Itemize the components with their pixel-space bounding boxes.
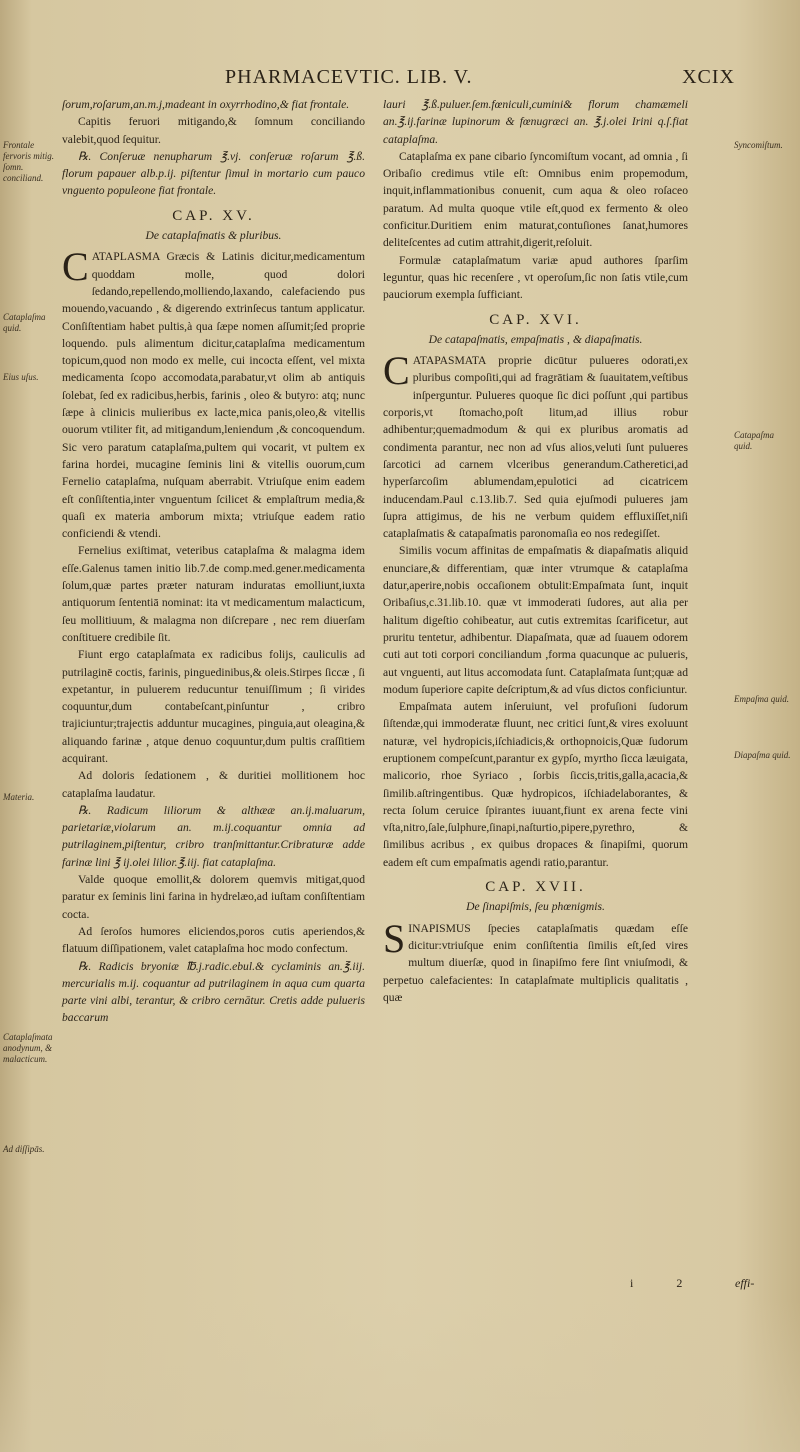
paragraph: Valde quoque emollit,& dolorem quemvis mitigat,quod paratur ex ſeminis lini farina in hydrelæo,ad iuſtam conſiſtentiam cocta. xyxy=(62,873,365,921)
signature-mark: i 2 xyxy=(630,1276,703,1290)
chapter-heading: CAP. XVI. xyxy=(489,311,582,328)
paragraph: Ad doloris ſedationem , & duritiei mollitionem hoc cataplaſma laudatur. xyxy=(62,769,365,800)
margin-note-materia: Materia. xyxy=(3,792,35,802)
page-header xyxy=(60,66,790,96)
recipe: ℞. Radicis bryoniæ ℔.j.radic.ebul.& cyclaminis an.℥.iij. mercurialis m.ij. coquantur ad putrilaginem in aqua cum quarta parte vini albi, terantur, & cribro cernātur. Cretis adde pulueris baccarum xyxy=(62,959,365,1025)
recipe: lauri ℥.ß.puluer.ſem.fœniculi,cumini& florum chamæmeli an.℥.ij.farinæ lupinorum & fœnugræci an. ℥.j.olei Irini q.ſ.fiat cataplaſma. xyxy=(383,98,688,146)
margin-note-empasma-quid: Empaſma quid. xyxy=(734,694,789,704)
paragraph: Empaſmata autem inſeruiunt, vel profuſioni ſudorum ſiſtendæ,qui immoderatæ fluunt, nec critici ſunt,& vires exoluunt naturæ, vel hydropicis,iſchiadicis,& orthopnoicis,Quæ ſudorum eruptionem compeſcunt,parantur ex gypſo, myrtho ſicca læuigata, malicorio, rhoe Syriaco , ſorbis ſiccis,tritis,galla,acacia,& ſimilib.aſtringentibus. Quæ hydropicos, iſchiadelaborantes, & recta ſolum ceruice ſpirantes iuuant,fiunt ex arena fecte vini vſta,nitro,ſale,ſulphure,ſinapi,naſturtio,pipere,pyrethro, & ſimilibus acribus , ex quibus dropaces & ſinapiſmi, quorum eadem eſt cum empaſmatis agendi ratio,parantur. xyxy=(383,700,688,869)
paragraph xyxy=(383,348,688,542)
catchword: effi- xyxy=(735,1276,755,1290)
margin-note-catapasma-quid: Catapaſma quid. xyxy=(734,430,775,451)
left-column xyxy=(62,96,365,1027)
drop-cap: S xyxy=(383,915,406,961)
margin-note-cataplasma-quid: Cataplaſma quid. xyxy=(3,312,46,333)
paragraph-text: INAPISMUS ſpecies cataplaſmatis quædam eſſe dicitur:vtriuſque enim conſiſtentia ſimilis eſt,ſed vires multum diuerſæ, quod in ſinapiſmo fere ſint vniuſmodi, & perpetuo calefacientes: In cataplaſmate multiplicis qualitatis , quæ xyxy=(383,921,688,1004)
paragraph: Similis vocum affinitas de empaſmatis & diapaſmatis aliquid enunciare,& differentiam, quæ inter vtrumque & cataplaſma datur,aperire,nobis occaſionem obtulit:Empaſmata ſunt, inquit Oribaſius,c.31.lib.10. quæ vt immoderati ſudores, aut alia per halitum digeſtio cohibeatur, aut cutis extremitas ſcarificetur, aut pruritu tentetur, adhibentur. Diapaſmata, quæ ad ſuauem odorem cuti aut toti corpori conciliandum ,forma quacunque ac pulueris, aut vnguenti, aut litus accomodata ſunt. Cataplaſmata ſunt;quæ ad modum ſuperiore capite deſcriptum,& ad vſus dictos conficiuntur. xyxy=(383,544,688,696)
drop-cap: C xyxy=(62,244,89,290)
margin-note-cataplasmata-emollientia: Cataplaſmata anodynum, & malacticum. xyxy=(3,1032,53,1064)
chapter-heading: CAP. XVII. xyxy=(485,879,586,896)
chapter-subtitle: De ſinapiſmis, ſeu phœnigmis. xyxy=(466,900,605,914)
paragraph: Fiunt ergo cataplaſmata ex radicibus folijs, cauliculis ad putrilaginē coctis, farinis, pinguedinibus,& oleis.Stirpes ſiccæ , ſi expetantur, in puluerem reducuntur tenuiſſimum ; ſi virides coquuntur,dum contabeſcant,pinſuntur , cribro trajiciuntur;trajectis adduntur mucagines, pinguia,aut oleagina,& aliquando farinæ , atque denuo coquuntur,dum pultis craſſitiem acquirant. xyxy=(62,648,365,765)
page-number: XCIX xyxy=(682,66,735,88)
chapter-subtitle: De cataplaſmatis & pluribus. xyxy=(145,229,282,243)
running-title: PHARMACEVTIC. LIB. V. xyxy=(225,66,473,88)
chapter-heading: CAP. XV. xyxy=(172,207,255,224)
paragraph: Capitis feruori mitigando,& ſomnum conciliando valebit,quod ſequitur. xyxy=(62,115,365,146)
paragraph-text: ATAPLASMA Græcis & Latinis dicitur,medicamentum quoddam molle, quod dolori ſedando,repellendo,molliendo,laxando, calefaciendo pus mouendo,vacuando , & digerendo extrinſecus tantum applicatur. Conſiſtentiam habet pultis,à qua ſæpe nomen aſſumit;ſed proprie loquendo. puls alimentum dicitur,cataplaſma medicamentum topicum,quod non modo ex melle, cui incocta eſſent, vel mixta medicamenta ſcopo accomodata,parabatur,vt olim ab antiquis ſolebat, ſed ex radicibus,herbis, farinis , oleo & butyro: atq; nunc ſæpe à clinicis mulieribus ex lacte,mica panis,oleo,& vitellis ouorum vtiliter fit, ad mitigandum,leniendum ,& concoquendum. Sic vero paratum cataplaſma,pultem qui vocarit, vt pultem ex farina hordei, mucagine ſeminis lini & vitellis ouorum,cum Fernelio cataplaſma, nuſquam aberrabit. Vtriuſque enim eadem eſt conſiſtentia,inter vnguentum ſcilicet & emplaſtrum media,& quaſi ex materia amborum mixta; vtriuſque eadem ratio conficiendi & vtendi. xyxy=(62,250,365,541)
margin-note-ad-dissipas: Ad diſſipās. xyxy=(3,1144,45,1154)
chapter-subtitle: De catapaſmatis, empaſmatis , & diapaſmatis. xyxy=(428,332,643,346)
margin-note-frontale: Frontale fervoris mitig. ſomn. conciliand. xyxy=(3,140,54,183)
recipe: ℞. Radicum liliorum & althææ an.ij.maluarum, parietariæ,violarum an. m.ij.coquantur omnia ad putrilaginem,piſtentur, cribro tranſmittantur.Cribraturæ adde farinæ lini ℥ ij.olei lilior.℥.iij. fiat cataplaſma. xyxy=(62,803,365,869)
paragraph: Ad ſeroſos humores eliciendos,poros cutis aperiendos,& flatuum diſſipationem, valet cataplaſma hoc modo confectum. xyxy=(62,924,365,956)
paragraph: Fernelius exiſtimat, veteribus cataplaſma & malagma idem eſſe.Galenus tamen initio lib.7.de comp.med.gener.medicamenta ſolum,quæ partes præter naturam induratas emolliunt,iuxta antiquorum ſententiā nominat: ita vt medicamentum malacticum, ſeu mollitiuum, & malagma non diſcrepare , nec rem diuerſam conſtituere credibile ſit. xyxy=(62,544,365,644)
page-bottom-shading xyxy=(0,1300,800,1452)
paragraph: Cataplaſma ex pane cibario ſyncomiſtum vocant, ad omnia , ſi Oribaſio credimus vtile eſt: Omnibus enim propemodum, inquit,inflammationibus conuenit, cum aqua & oleo roſaceo paratum. Ad multa quoque vtile eſt,quod ex fermento & oleo conficitur.Duritiem enim maturat,contuſiones ſanat,humores deliteſcentes ad cutim attrahit,digerit,reſoluit. xyxy=(383,149,688,250)
paragraph: Formulæ cataplaſmatum variæ apud authores ſparſim leguntur, quas hic recenſere , vt operoſum,ſic non ſatis vtile,cum pauciorum exempla ſufficiant. xyxy=(383,253,688,302)
recipe: ℞. Conſeruæ nenupharum ℥.vj. conſeruæ roſarum ℥.ß. florum papauer alb.p.ij. piſtentur ſimul in mortario cum pauco vnguento populeone fiat frontale. xyxy=(62,149,365,198)
paragraph-text: ATAPASMATA proprie dicūtur pulueres odorati,ex pluribus compoſiti,qui ad fragrātiam & ſuauitatem,veſtibus inſperguntur. Pulueres quoque ſic dici poſſunt ,qui partibus corporis,vt ſtomacho,poſt litum,ad illius robur adhibentur;quemadmodum & qui ex pluribus aromatis ad condimenta parantur, nec non ad vſus alios,veluti ſunt pulueres ſarcotici ad carnem vlceribus generandum.Catheretici,ad hyperſarcoſim ablumendam,epulotici ad cicatricem inducendam.Paul c.13.lib.7. Sed quia ejuſmodi pulueres jam ſupra attigimus, de his ne verbum quidem effluxiſſet,niſi cataplaſmatis & catapaſmatis paronomaſia eo nos redegiſſet. xyxy=(383,354,688,541)
paragraph xyxy=(383,915,688,1006)
margin-note-eius-usus: Eius uſus. xyxy=(3,372,39,382)
right-column xyxy=(383,96,688,1006)
paragraph: ſorum,roſarum,an.m.j,madeant in oxyrrhodino,& fiat frontale. xyxy=(62,98,350,111)
margin-note-syncomistum: Syncomiſtum. xyxy=(734,140,783,150)
drop-cap: C xyxy=(383,348,410,394)
margin-note-diapasma-quid: Diapaſma quid. xyxy=(734,750,791,760)
paragraph xyxy=(62,244,365,542)
